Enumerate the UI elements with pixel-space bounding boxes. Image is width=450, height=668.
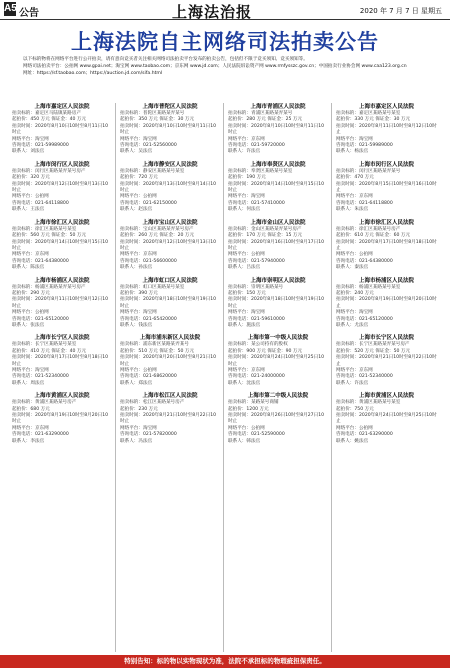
notice-line: 拍卖时间：2020年8月21日10时至8月22日10时止 [336, 355, 437, 367]
notice-line: 网络平台：公拍网 [228, 252, 265, 258]
notice-line: 起拍价：350 万元 保证金：30 万元 [120, 117, 195, 123]
auction-notice [228, 103, 328, 156]
notice-line: 拍卖时间：2020年8月11日10时至8月12日10时止 [336, 123, 437, 136]
notice-line: 网络平台：淘宝网 [120, 425, 157, 431]
notice-line: 联系人：孙法官 [120, 265, 153, 271]
auction-notice [336, 277, 437, 330]
notice-line: 拍卖标的：某公司持有的股权 [228, 342, 288, 348]
notice-line: 拍卖时间：2020年8月17日10时至8月18日10时止 [336, 239, 437, 251]
notice-line: 起拍价：680 万元 [12, 406, 50, 412]
notice-line: 起拍价：320 万元 [12, 175, 50, 181]
auction-notice [228, 334, 328, 387]
notice-line: 拍卖标的：嘉定区某路某号某室 [336, 111, 401, 116]
notice-line: 网络平台：淘宝网 [336, 310, 373, 316]
notice-line: 网络平台：京东网 [336, 368, 373, 373]
notice-line: 咨询电话：021-62150000 [120, 200, 177, 206]
notice-line: 网络平台：公拍网 [228, 425, 265, 431]
notice-court-title: 上海市第二中级人民法院 [247, 393, 309, 400]
notice-line: 联系人：吴法官 [120, 149, 153, 155]
notice-line: 咨询电话：021-64118800 [336, 200, 393, 206]
notice-line: 网络平台：公拍网 [336, 425, 373, 431]
notice-line: 网络平台：淘宝网 [120, 310, 157, 316]
notice-line: 网络平台：公拍网 [12, 194, 49, 200]
notice-line: 拍卖标的：奉贤区某路某号某室 [228, 168, 293, 174]
notice-line: 咨询电话：021-52590000 [228, 432, 285, 438]
notice-line: 拍卖标的：静安区某路某号某室 [120, 168, 185, 174]
page-number: A5 [4, 3, 17, 14]
notice-line: 拍卖时间：2020年8月18日10时至8月19日10时止 [120, 297, 217, 309]
notice-line: 拍卖时间：2020年8月10日10时至8月11日10时止 [228, 123, 325, 136]
notice-line: 起拍价：520 万元 保证金：50 万元 [336, 348, 411, 354]
notice-line: 联系人：沈法官 [228, 380, 261, 386]
notice-line: 联系人：冯法官 [120, 438, 153, 444]
notice-court-title: 上海市松江区人民法院 [142, 393, 198, 400]
auction-notice [120, 392, 220, 445]
notice-line: 咨询电话：021-59610000 [228, 316, 285, 322]
notice-line: 拍卖时间：2020年8月17日10时至8月18日10时止 [12, 355, 109, 367]
notice-line: 网络平台：京东网 [228, 368, 265, 373]
notice-line: 网络平台：公拍网 [336, 252, 373, 258]
notice-line: 联系人：郑法官 [120, 380, 153, 386]
notice-line: 起拍价：330 万元 保证金：30 万元 [336, 117, 411, 123]
notice-line: 联系人：吕法官 [228, 265, 261, 271]
auction-notice [12, 103, 112, 156]
notice-line: 咨询电话：021-52560000 [120, 143, 177, 149]
notice-line: 拍卖时间：2020年8月12日10时至8月13日10时止 [120, 239, 217, 251]
notice-line: 拍卖时间：2020年8月16日10时至8月17日10时止 [228, 239, 325, 251]
notice-line: 联系人：姚法官 [336, 438, 369, 444]
notice-line: 拍卖标的：崇明区某路某号 [228, 284, 284, 290]
notice-line: 起拍价：290 万元 [12, 290, 50, 296]
auction-notice [228, 219, 328, 272]
notice-line: 拍卖标的：青浦区某路某弄某号 [228, 111, 293, 116]
notice-line: 拍卖时间：2020年8月10日10时至8月11日10时止 [12, 123, 109, 136]
notice-court-title: 上海市金山区人民法院 [250, 219, 306, 226]
notice-court-title: 上海市闵行区人民法院 [358, 161, 414, 168]
notice-line: 联系人：王法官 [12, 207, 45, 213]
notice-line: 起拍价：260 万元 保证金：20 万元 [120, 233, 195, 239]
auction-notice [120, 277, 220, 330]
notice-line: 网络平台：京东网 [120, 252, 157, 258]
notice-court-title: 上海市长宁区人民法院 [34, 335, 90, 342]
notice-line: 联系人：朱法官 [336, 207, 369, 213]
notice-line: 拍卖标的：普陀区某路某弄某号 [120, 111, 185, 116]
notice-court-title: 上海市徐汇区人民法院 [34, 219, 90, 226]
notice-line: 拍卖标的：闵行区某路某弄某号房产 [12, 168, 86, 174]
auction-notice [12, 161, 112, 214]
notice-line: 咨询电话：021-65120000 [12, 316, 69, 322]
notice-court-title: 上海市徐汇区人民法院 [358, 219, 414, 226]
notice-court-title: 上海市黄浦区人民法院 [34, 393, 90, 400]
notice-court-title: 上海市浦东新区人民法院 [139, 335, 201, 342]
notice-line: 联系人：张法官 [12, 322, 45, 328]
notice-court-title: 上海市闵行区人民法院 [34, 161, 90, 168]
notice-court-title: 上海市第一中级人民法院 [247, 335, 309, 342]
notice-line: 网络平台：淘宝网 [120, 136, 157, 142]
notice-line: 拍卖标的：松江区某路某号房产 [120, 400, 185, 406]
auction-notice [228, 277, 328, 330]
notice-line: 联系人：许法官 [336, 380, 369, 386]
notice-line: 网络平台：淘宝网 [228, 310, 265, 316]
auction-notice [336, 161, 437, 214]
notice-line: 拍卖标的：嘉定区马陆镇某路房产 [12, 111, 81, 116]
notice-line: 拍卖时间：2020年8月11日10时至8月12日10时止 [12, 297, 109, 309]
notice-line: 拍卖标的：金山区某路某弄某号房产 [228, 226, 302, 232]
notice-line: 拍卖标的：宝山区某路某弄某号房产 [120, 226, 194, 232]
notice-line: 网络平台：公拍网 [12, 310, 49, 316]
auction-notice [12, 277, 112, 330]
notice-line: 拍卖标的：闵行区某路某弄某号 [336, 168, 401, 174]
notice-line: 联系人：刘法官 [12, 149, 45, 155]
notice-line: 联系人：周法官 [12, 380, 45, 386]
notice-line: 起拍价：230 万元 [120, 406, 158, 412]
intro-paragraph: 网址：https://sf.taobao.com；https://auction.jd.com/sifa.html [23, 71, 163, 76]
notice-line: 咨询电话：021-52340000 [12, 374, 69, 380]
notice-line: 起拍价：560 万元 保证金：50 万元 [12, 233, 87, 239]
notice-line: 起拍价：750 万元 [336, 406, 374, 412]
notice-line: 咨询电话：021-59989000 [336, 143, 393, 149]
intro-paragraph: 网络司法拍卖平台：公拍网 www.gpai.net；淘宝网 www.taobao.com；京东网 www.jd.com；人民法院诉讼资产网 www.rmfysszc.gov.cn；中国拍卖行业协会网 www.caa123.org.cn [23, 64, 407, 69]
notice-line: 网络平台：京东网 [12, 425, 49, 431]
notice-line: 网络平台：淘宝网 [12, 136, 49, 142]
notice-columns [12, 103, 442, 652]
notice-column [120, 103, 224, 652]
notice-line: 起拍价：450 万元 保证金：40 万元 [12, 117, 87, 123]
notice-line: 拍卖时间：2020年8月21日10时至8月22日10时止 [120, 413, 217, 425]
notice-line: 联系人：钱法官 [120, 322, 153, 328]
auction-notice [120, 334, 220, 387]
notice-line: 起拍价：1200 万元 [228, 406, 269, 412]
notice-line: 咨询电话：021-65420000 [120, 316, 177, 322]
notice-line: 拍卖标的：杨浦区某路某号某室 [336, 284, 401, 290]
footer-notice: 特别告知：标的物以实物现状为准，法院不承担标的物瑕疵担保责任。 [0, 655, 450, 668]
notice-line: 网络平台：公拍网 [120, 194, 157, 200]
notice-line: 网络平台：淘宝网 [228, 194, 265, 200]
notice-line: 咨询电话：021-64380000 [336, 258, 393, 264]
notice-court-title: 上海市普陀区人民法院 [142, 104, 198, 110]
notice-line: 咨询电话：021-52340000 [336, 374, 393, 380]
issue-date: 2020 年 7 月 7 日 星期五 [359, 7, 442, 15]
notice-line: 联系人：赵法官 [120, 207, 153, 213]
notice-line: 起拍价：150 万元 [228, 290, 266, 296]
notice-line: 拍卖时间：2020年8月14日10时至8月15日10时止 [228, 181, 325, 194]
notice-line: 拍卖标的：徐汇区某路某号某室 [12, 226, 77, 232]
notice-court-title: 上海市奉贤区人民法院 [250, 161, 306, 168]
notice-court-title: 上海市长宁区人民法院 [358, 335, 414, 342]
notice-line: 咨询电话：021-57940000 [228, 258, 285, 264]
notice-line: 起拍价：240 万元 [336, 290, 374, 296]
notice-line: 拍卖标的：长宁区某路某号某室 [12, 342, 77, 348]
notice-court-title: 上海市嘉定区人民法院 [358, 104, 414, 110]
notice-line: 网络平台：淘宝网 [12, 368, 49, 373]
notice-line: 咨询电话：021-65120000 [336, 316, 393, 322]
notice-line: 拍卖时间：2020年8月13日10时至8月14日10时止 [120, 181, 217, 194]
notice-line: 拍卖时间：2020年8月15日10时至8月16日10时止 [336, 181, 437, 194]
notice-line: 拍卖时间：2020年8月14日10时至8月15日10时止 [12, 239, 109, 251]
auction-notice [12, 392, 112, 445]
notice-court-title: 上海市杨浦区人民法院 [358, 277, 414, 284]
notice-line: 起拍价：410 万元 保证金：40 万元 [12, 348, 87, 354]
notice-line: 网络平台：京东网 [336, 194, 373, 200]
notice-line: 起拍价：280 万元 保证金：25 万元 [228, 117, 303, 123]
notice-line: 网络平台：京东网 [228, 136, 265, 142]
notice-court-title: 上海市青浦区人民法院 [250, 104, 306, 110]
notice-line: 起拍价：720 万元 [120, 175, 158, 181]
notice-line: 拍卖标的：黄浦区某路某号某室 [336, 400, 401, 406]
notice-line: 咨询电话：021-56600000 [120, 258, 177, 264]
notice-line: 拍卖标的：虹口区某路某号某室 [120, 284, 185, 290]
notice-court-title: 上海市嘉定区人民法院 [34, 104, 90, 110]
notice-line: 起拍价：190 万元 [228, 175, 266, 181]
notice-line: 咨询电话：021-63290000 [336, 432, 393, 438]
section-name: 公告 [19, 8, 39, 19]
notice-court-title: 上海市静安区人民法院 [142, 161, 198, 168]
notice-line: 拍卖时间：2020年8月18日10时至8月19日10时止 [228, 297, 325, 309]
notice-line: 起拍价：610 万元 保证金：60 万元 [336, 233, 411, 239]
notice-column [228, 103, 332, 652]
notice-line: 拍卖时间：2020年8月10日10时至8月11日10时止 [120, 123, 217, 136]
auction-notice [228, 392, 328, 445]
auction-notice [120, 161, 220, 214]
notice-line: 联系人：杨法官 [336, 149, 369, 155]
notice-line: 起拍价：390 万元 [120, 290, 158, 296]
notice-line: 联系人：尤法官 [336, 322, 369, 328]
auction-notice [336, 334, 437, 387]
notice-line: 咨询电话：021-59720000 [228, 143, 285, 149]
auction-notice [120, 219, 220, 272]
notice-line: 咨询电话：021-63290000 [12, 432, 69, 438]
notice-line: 拍卖标的：徐汇区某路某号房产 [336, 226, 401, 232]
notice-line: 咨询电话：021-57820000 [120, 432, 177, 438]
notice-line: 联系人：韩法官 [228, 438, 261, 444]
auction-notice [12, 219, 112, 272]
notice-line: 拍卖标的：浦东新区某路某弄某号 [120, 342, 189, 348]
auction-notice [336, 103, 437, 156]
notice-line: 网络平台：淘宝网 [336, 136, 373, 142]
auction-notice [12, 334, 112, 387]
newspaper-logo: 上海法治报 [172, 3, 253, 21]
notice-line: 联系人：施法官 [228, 322, 261, 328]
notice-line: 拍卖时间：2020年8月20日10时至8月21日10时止 [120, 355, 217, 367]
notice-line: 网络平台：京东网 [12, 252, 49, 258]
notice-court-title: 上海市崇明区人民法院 [250, 277, 306, 284]
notice-line: 咨询电话：021-64380000 [12, 258, 69, 264]
notice-line: 拍卖时间：2020年8月24日10时至8月25日10时止 [228, 355, 325, 367]
auction-notice [120, 103, 220, 156]
notice-line: 拍卖时间：2020年8月19日10时至8月20日10时止 [336, 297, 437, 309]
notice-line: 拍卖标的：某路某号商铺 [228, 400, 279, 406]
notice-line: 咨询电话：021-59989000 [12, 143, 69, 149]
notice-column [336, 103, 440, 652]
notice-line: 联系人：秦法官 [336, 265, 369, 271]
masthead [0, 0, 450, 20]
notice-line: 咨询电话：021-24000000 [228, 374, 285, 380]
notice-line: 联系人：何法官 [228, 207, 261, 213]
notice-line: 拍卖标的：黄浦区某路某号房产 [12, 400, 77, 406]
notice-court-title: 上海市黄浦区人民法院 [358, 393, 414, 400]
notice-court-title: 上海市虹口区人民法院 [142, 277, 198, 284]
auction-notice [336, 219, 437, 272]
notice-line: 拍卖时间：2020年8月26日10时至8月27日10时止 [228, 413, 325, 425]
notice-line: 咨询电话：021-68620000 [120, 374, 177, 380]
notice-line: 咨询电话：021-64118800 [12, 200, 69, 206]
notice-line: 网络平台：公拍网 [120, 368, 157, 373]
notice-line: 起拍价：170 万元 保证金：15 万元 [228, 233, 303, 239]
intro-paragraph: 以下标的物将在网络平台进行公开拍卖，请有意向竞买者关注相关网络司法拍卖平台发布的拍卖公告，包括但不限于竞买须知、竞买须知等。 [23, 57, 308, 62]
notice-line: 联系人：李法官 [12, 438, 45, 444]
notice-line: 起拍价：510 万元 保证金：50 万元 [120, 348, 195, 354]
notice-line: 拍卖时间：2020年8月24日10时至8月25日10时止 [336, 413, 437, 425]
notice-line: 咨询电话：021-57410000 [228, 200, 285, 206]
notice-line: 拍卖标的：杨浦区某路某弄某号房产 [12, 284, 86, 290]
intro-text [14, 56, 438, 77]
notice-line: 联系人：许法官 [228, 149, 261, 155]
notice-line: 起拍价：900 万元 保证金：90 万元 [228, 348, 303, 354]
auction-notice [228, 161, 328, 214]
notice-line: 拍卖时间：2020年8月12日10时至8月13日10时止 [12, 181, 109, 194]
auction-notice [336, 392, 437, 445]
notice-column [12, 103, 116, 652]
notice-court-title: 上海市宝山区人民法院 [142, 219, 198, 226]
page-headline: 上海法院自主网络司法拍卖公告 [71, 30, 379, 54]
notice-line: 拍卖标的：长宁区某路某弄某号房产 [336, 342, 410, 348]
notice-line: 起拍价：470 万元 [336, 175, 374, 181]
notice-line: 联系人：陈法官 [12, 265, 45, 271]
notice-court-title: 上海市杨浦区人民法院 [34, 277, 90, 284]
notice-line: 拍卖时间：2020年8月19日10时至8月20日10时止 [12, 413, 109, 425]
